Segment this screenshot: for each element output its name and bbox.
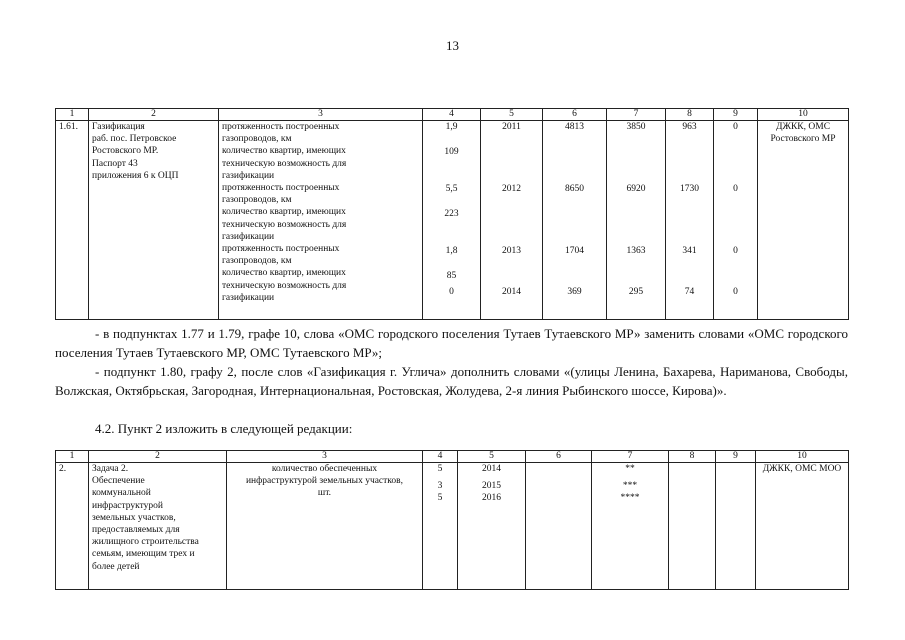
header-cell: 8 <box>669 451 716 463</box>
footnote-mark: **** <box>620 493 640 503</box>
responsible-line: ДЖКК, ОМС <box>775 122 831 132</box>
header-cell: 10 <box>758 109 849 121</box>
value-cell: 341 <box>682 246 697 256</box>
value-cell: 4813 <box>565 122 584 132</box>
task-name-line: предоставляемых для <box>92 525 180 536</box>
header-cell: 3 <box>219 109 423 121</box>
header-cell: 7 <box>607 109 666 121</box>
indicator-line: протяженность построенных <box>222 183 340 194</box>
task-name-line: жилищного строительства <box>92 537 199 548</box>
task-name-line: более детей <box>92 561 140 572</box>
indicator-line: газификации <box>222 170 275 181</box>
value-cell: 369 <box>567 287 582 297</box>
header-cell: 1 <box>56 451 89 463</box>
value-cell: 0 <box>733 246 738 256</box>
indicator-line: количество квартир, имеющих <box>222 268 346 279</box>
indicator-line: техническую возможность для <box>222 219 347 230</box>
value-cell: 3 <box>437 481 443 491</box>
header-cell: 6 <box>526 451 592 463</box>
year-cell: 2015 <box>482 481 501 491</box>
indicator-line: инфраструктурой земельных участков, <box>245 476 404 487</box>
responsible-cell: ДЖКК, ОМС МОО <box>762 464 842 474</box>
indicator-line: газификации <box>222 292 275 303</box>
indicator-line: газопроводов, км <box>222 134 292 145</box>
indicator-line: количество обеспеченных <box>271 464 378 474</box>
header-cell: 10 <box>756 451 849 463</box>
value-cell: 1,9 <box>445 122 458 132</box>
task-name-line: семьям, имеющим трех и <box>92 549 195 560</box>
amendment-paragraph: - подпункт 1.80, графу 2, после слов «Газификация г. Углича» дополнить словами «(улицы Ленина, Бахарева, Нариманова, Свободы, Волжская, Октябрьская, Загородная, Интернациональная, Ростовская, Жолудева, 2-я линия Рыбинского шоссе, Кирова)». <box>55 364 848 398</box>
indicator-line: шт. <box>317 488 332 499</box>
table-header-row <box>56 451 849 463</box>
project-name-line: раб. пос. Петровское <box>92 134 177 145</box>
header-cell: 8 <box>666 109 714 121</box>
indicator-line: количество квартир, имеющих <box>222 146 346 157</box>
value-cell: 1704 <box>565 246 584 256</box>
value-cell: 0 <box>449 287 454 297</box>
year-cell: 2014 <box>482 464 501 474</box>
value-cell: 5,5 <box>445 184 458 194</box>
responsible-line: Ростовского МР <box>770 134 836 144</box>
task-name-line: коммунальной <box>92 488 151 499</box>
value-cell: 0 <box>733 184 738 194</box>
indicator-line: газопроводов, км <box>222 256 292 267</box>
header-cell: 3 <box>227 451 423 463</box>
value-cell: 223 <box>444 209 459 219</box>
year-cell: 2014 <box>502 287 521 297</box>
task-name-line: Обеспечение <box>92 476 145 487</box>
value-cell: 5 <box>437 493 443 503</box>
value-cell: 1,8 <box>445 246 458 256</box>
year-cell: 2013 <box>502 246 521 256</box>
value-cell: 963 <box>682 122 697 132</box>
amendment-paragraph: - в подпунктах 1.77 и 1.79, графе 10, слова «ОМС городского поселения Тутаев Тутаевского МР» заменить словами «ОМС городского поселения Тутаев Тутаевского МР, ОМС Тутаевского МР»; <box>55 326 848 360</box>
project-name-line: приложения 6 к ОЦП <box>92 170 179 181</box>
footnote-mark: *** <box>622 481 638 491</box>
table-row <box>56 463 849 590</box>
value-cell: 109 <box>444 147 459 157</box>
task-name-line: Задача 2. <box>92 464 129 474</box>
project-name-line: Газификация <box>92 122 145 132</box>
value-cell: 1730 <box>680 184 699 194</box>
indicator-line: количество квартир, имеющих <box>222 207 346 218</box>
task-name-line: инфраструктурой <box>92 500 163 511</box>
row-number: 2. <box>59 464 67 474</box>
value-cell: 6920 <box>626 184 646 194</box>
program-table-2 <box>55 450 849 590</box>
header-cell: 1 <box>56 109 89 121</box>
indicator-line: протяженность построенных <box>222 122 340 132</box>
header-cell: 4 <box>423 109 481 121</box>
header-cell: 5 <box>458 451 526 463</box>
header-cell: 9 <box>716 451 756 463</box>
table-row <box>56 121 849 320</box>
value-cell: 85 <box>446 271 457 281</box>
indicator-line: газификации <box>222 231 275 242</box>
value-cell: 74 <box>684 287 695 297</box>
year-cell: 2011 <box>502 122 521 132</box>
page-number: 13 <box>446 38 459 53</box>
program-table-1 <box>55 108 849 320</box>
indicator-line: техническую возможность для <box>222 280 347 291</box>
year-cell: 2016 <box>482 493 501 503</box>
indicator-line: техническую возможность для <box>222 158 347 169</box>
section-heading: 4.2. Пункт 2 изложить в следующей редакции: <box>95 421 353 436</box>
value-cell: 3850 <box>626 122 646 132</box>
header-cell: 7 <box>592 451 669 463</box>
value-cell: 5 <box>437 464 443 474</box>
value-cell: 295 <box>628 287 644 297</box>
project-name-line: Паспорт 43 <box>92 158 138 169</box>
value-cell: 8650 <box>565 184 584 194</box>
header-cell: 6 <box>543 109 607 121</box>
task-name-line: земельных участков, <box>92 512 176 523</box>
header-cell: 2 <box>89 451 227 463</box>
header-cell: 5 <box>481 109 543 121</box>
indicator-line: газопроводов, км <box>222 195 292 206</box>
header-cell: 4 <box>423 451 458 463</box>
indicator-line: протяженность построенных <box>222 244 340 255</box>
footnote-mark: ** <box>625 464 635 474</box>
row-number: 1.61. <box>59 122 78 132</box>
table-header-row <box>56 109 849 121</box>
header-cell: 9 <box>714 109 758 121</box>
value-cell: 1363 <box>626 246 646 256</box>
project-name-line: Ростовского МР. <box>92 146 159 157</box>
value-cell: 0 <box>733 122 738 132</box>
value-cell: 0 <box>733 287 738 297</box>
header-cell: 2 <box>89 109 219 121</box>
year-cell: 2012 <box>502 184 521 194</box>
